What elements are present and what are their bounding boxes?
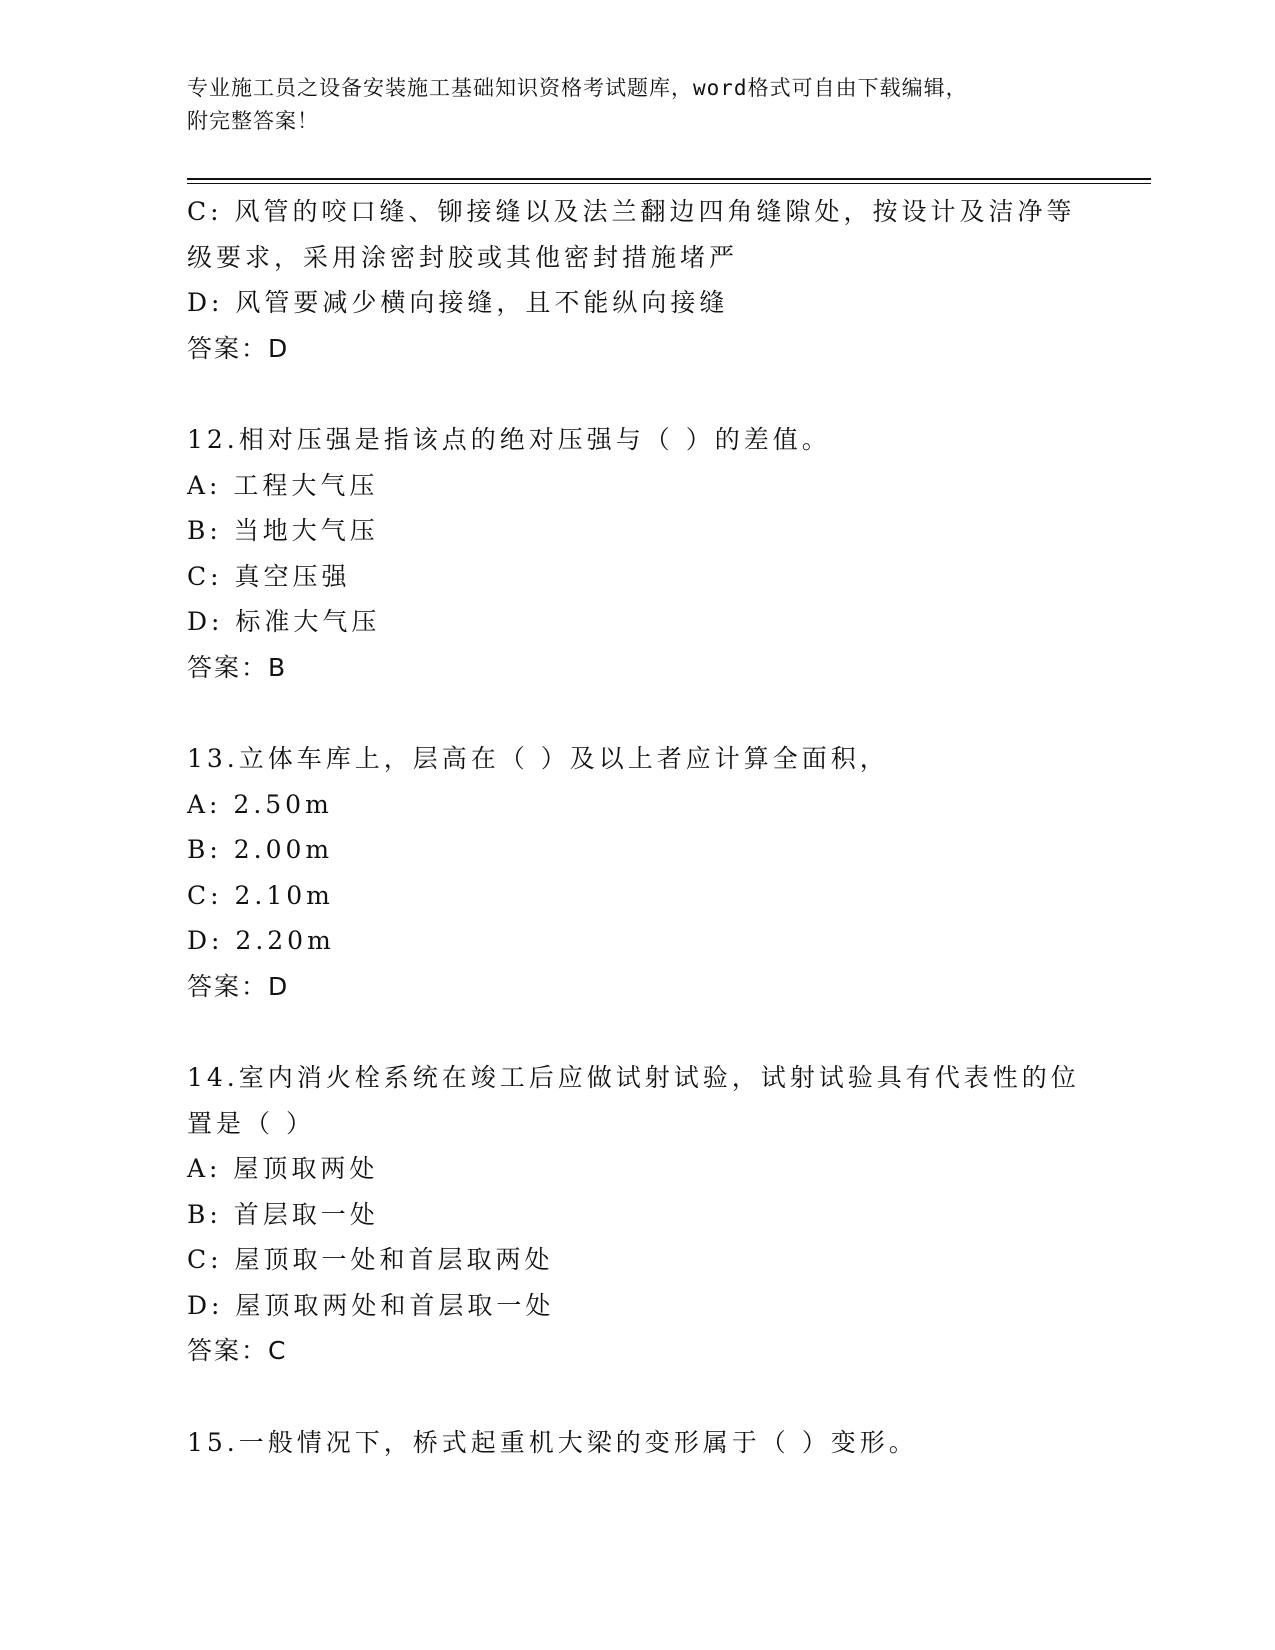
question-block-13 — [187, 736, 1087, 1009]
question-block-11 — [187, 189, 1087, 371]
answer: 答案：D — [187, 971, 290, 1001]
option-b: B: 首层取一处 — [187, 1199, 379, 1229]
question-block-14 — [187, 1055, 1087, 1374]
option-d: D: 屋顶取两处和首层取一处 — [187, 1290, 555, 1320]
option-d: D: 风管要减少横向接缝，且不能纵向接缝 — [187, 288, 729, 317]
option-b: B: 当地大气压 — [187, 516, 379, 545]
answer: 答案：D — [187, 333, 290, 363]
option-a: A: 工程大气压 — [187, 470, 379, 500]
spacer — [187, 371, 1087, 417]
header-line-1: 专业施工员之设备安装施工基础知识资格考试题库，word格式可自由下载编辑， — [187, 76, 968, 100]
option-c: C: 屋顶取一处和首层取两处 — [187, 1245, 554, 1274]
question-block-12 — [187, 417, 1087, 690]
question-block-15 — [187, 1420, 1087, 1466]
question-text: 13.立体车库上，层高在（ ）及以上者应计算全面积， — [187, 744, 889, 773]
option-c: C: 2.10m — [187, 880, 334, 910]
answer: 答案：C — [187, 1336, 288, 1365]
option-c-line-2: 级要求，采用涂密封胶或其他密封措施堵严 — [187, 242, 739, 272]
question-text: 12.相对压强是指该点的绝对压强与（ ）的差值。 — [187, 425, 831, 454]
option-a: A: 屋顶取两处 — [187, 1154, 379, 1183]
header-rule-thin — [187, 183, 1151, 184]
spacer — [187, 1009, 1087, 1055]
header-rule-thick — [187, 178, 1151, 180]
question-text-line-1: 14.室内消火栓系统在竣工后应做试射试验，试射试验具有代表性的位 — [187, 1063, 1080, 1092]
option-d: D: 标准大气压 — [187, 607, 381, 636]
spacer — [187, 1374, 1087, 1420]
header-line-2: 附完整答案！ — [187, 109, 319, 133]
answer: 答案：B — [187, 652, 288, 682]
option-c: C: 真空压强 — [187, 561, 351, 591]
option-c-line-1: C: 风管的咬口缝、铆接缝以及法兰翻边四角缝隙处，按设计及洁净等 — [187, 197, 1076, 226]
option-b: B: 2.00m — [187, 835, 334, 864]
option-d: D: 2.20m — [187, 926, 335, 955]
document-header — [187, 72, 1087, 138]
spacer — [187, 690, 1087, 736]
question-list — [187, 189, 1087, 1465]
question-text: 15.一般情况下，桥式起重机大梁的变形属于（ ）变形。 — [187, 1427, 918, 1457]
question-text-line-2: 置是（ ） — [187, 1108, 315, 1138]
option-a: A: 2.50m — [187, 789, 333, 819]
